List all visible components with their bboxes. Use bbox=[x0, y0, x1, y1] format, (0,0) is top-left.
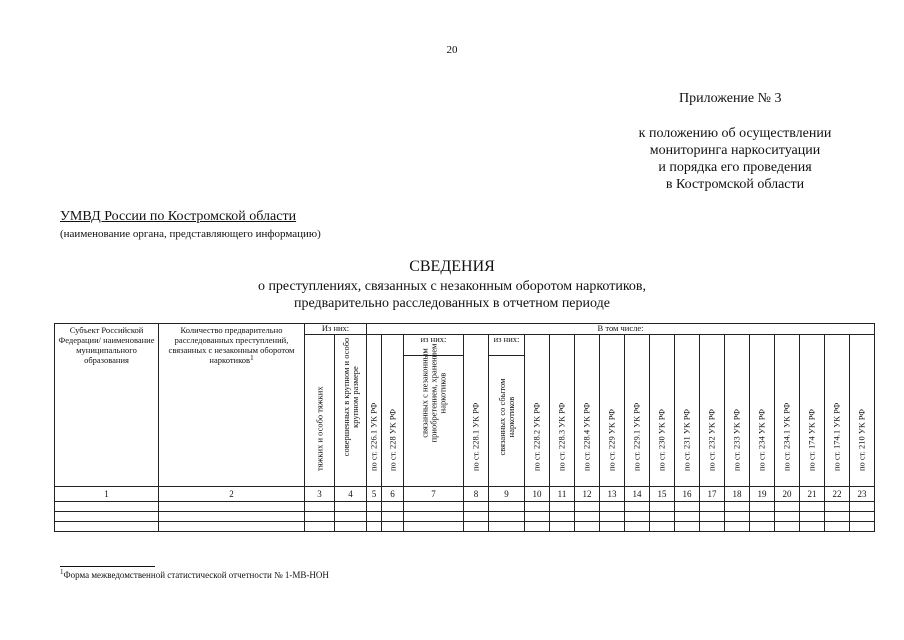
table-cell bbox=[800, 522, 825, 532]
table-cell bbox=[625, 512, 650, 522]
table-cell bbox=[382, 522, 404, 532]
table-cell bbox=[335, 502, 367, 512]
table-cell bbox=[700, 502, 725, 512]
column-number: 14 bbox=[625, 487, 650, 502]
page-number: 20 bbox=[446, 44, 458, 56]
column-number: 2 bbox=[159, 487, 305, 502]
header-total-count-text: Количество предварительно расследованных преступлений, связанных с незаконным оборотом наркотиков bbox=[168, 325, 295, 365]
header-col-14 bbox=[625, 335, 650, 487]
header-col-6-text: по ст. 228 УК РФ bbox=[387, 408, 397, 471]
table-cell bbox=[725, 502, 750, 512]
table-cell bbox=[850, 512, 875, 522]
table-cell bbox=[750, 522, 775, 532]
column-number: 9 bbox=[489, 487, 525, 502]
regulation-line: к положению об осуществлении bbox=[638, 126, 832, 141]
table-cell bbox=[550, 522, 575, 532]
column-number: 22 bbox=[825, 487, 850, 502]
subtitle-line: о преступлениях, связанных с незаконным оборотом наркотиков, bbox=[257, 279, 647, 294]
table-cell bbox=[55, 502, 159, 512]
table-cell bbox=[404, 502, 464, 512]
column-number: 20 bbox=[775, 487, 800, 502]
column-number: 23 bbox=[850, 487, 875, 502]
column-number: 12 bbox=[575, 487, 600, 502]
table-cell bbox=[305, 522, 335, 532]
table-cell bbox=[825, 522, 850, 532]
column-number: 19 bbox=[750, 487, 775, 502]
table-cell bbox=[550, 502, 575, 512]
table-cell bbox=[775, 502, 800, 512]
header-col-15 bbox=[650, 335, 675, 487]
table-cell bbox=[775, 522, 800, 532]
column-number: 5 bbox=[367, 487, 382, 502]
table-cell bbox=[675, 512, 700, 522]
column-number: 13 bbox=[600, 487, 625, 502]
table-row bbox=[55, 502, 875, 512]
header-col-11 bbox=[550, 335, 575, 487]
footnote-mark: 1 bbox=[250, 354, 254, 362]
header-col-23-text: по ст. 210 УК РФ bbox=[856, 408, 867, 471]
header-col-19-text: по ст. 234 УК РФ bbox=[756, 408, 767, 471]
table-cell bbox=[489, 502, 525, 512]
footnote bbox=[60, 570, 329, 580]
header-col-10 bbox=[525, 335, 550, 487]
table-cell bbox=[489, 522, 525, 532]
column-number: 17 bbox=[700, 487, 725, 502]
header-col-10-text: по ст. 228.2 УК РФ bbox=[531, 402, 542, 471]
table-cell bbox=[650, 502, 675, 512]
header-col-19 bbox=[750, 335, 775, 487]
table-cell bbox=[159, 522, 305, 532]
footnote-text: Форма межведомственной статистической отчетности № 1-МВ-НОН bbox=[63, 570, 329, 580]
header-col-4-text: совершенных в крупном и особо крупном размере bbox=[340, 337, 360, 456]
table-cell bbox=[800, 502, 825, 512]
table-cell bbox=[725, 512, 750, 522]
header-subject: Субъект Российской Федерации/ наименование муниципального образования bbox=[55, 324, 159, 487]
header-col-21-text: по ст. 174 УК РФ bbox=[806, 408, 817, 471]
regulation-line: в Костромской области bbox=[665, 177, 805, 192]
header-col-6 bbox=[382, 335, 404, 487]
table-cell bbox=[600, 512, 625, 522]
table-cell bbox=[625, 522, 650, 532]
table-cell bbox=[305, 502, 335, 512]
column-number: 21 bbox=[800, 487, 825, 502]
header-col-17 bbox=[700, 335, 725, 487]
column-number: 8 bbox=[464, 487, 489, 502]
table-cell bbox=[464, 522, 489, 532]
column-number: 15 bbox=[650, 487, 675, 502]
table-cell bbox=[825, 502, 850, 512]
table-cell bbox=[750, 512, 775, 522]
table-cell bbox=[775, 512, 800, 522]
header-col-14-text: по ст. 229.1 УК РФ bbox=[631, 402, 642, 471]
table-cell bbox=[700, 512, 725, 522]
column-number: 1 bbox=[55, 487, 159, 502]
table-cell bbox=[335, 522, 367, 532]
table-cell bbox=[367, 522, 382, 532]
table-cell bbox=[489, 512, 525, 522]
header-col-13-text: по ст. 229 УК РФ bbox=[606, 408, 617, 471]
header-col-23 bbox=[850, 335, 875, 487]
table-cell bbox=[404, 512, 464, 522]
table-cell bbox=[464, 502, 489, 512]
table-cell bbox=[725, 522, 750, 532]
header-col-18 bbox=[725, 335, 750, 487]
header-col-20 bbox=[775, 335, 800, 487]
table-cell bbox=[55, 522, 159, 532]
table-cell bbox=[700, 522, 725, 532]
table-cell bbox=[159, 502, 305, 512]
regulation-reference bbox=[600, 125, 870, 193]
header-col-9-text: связанных со сбытом наркотиков bbox=[496, 378, 516, 456]
table-cell bbox=[750, 502, 775, 512]
document-subtitle bbox=[0, 278, 904, 312]
table-row bbox=[55, 512, 875, 522]
column-number: 16 bbox=[675, 487, 700, 502]
table-cell bbox=[464, 512, 489, 522]
header-col-22-text: по ст. 174.1 УК РФ bbox=[831, 402, 842, 471]
table-cell bbox=[575, 522, 600, 532]
table-cell bbox=[600, 502, 625, 512]
regulation-line: и порядка его проведения bbox=[658, 160, 812, 175]
header-col-11-text: по ст. 228.3 УК РФ bbox=[556, 402, 567, 471]
header-col-3-text: тяжких и особо тяжких bbox=[314, 385, 324, 471]
table-row bbox=[55, 522, 875, 532]
header-of-them-small-2: из них: bbox=[489, 335, 525, 356]
table-cell bbox=[850, 522, 875, 532]
table-cell bbox=[650, 512, 675, 522]
column-number-row bbox=[55, 487, 875, 502]
header-of-them-small: из них: bbox=[404, 335, 464, 356]
table-cell bbox=[382, 502, 404, 512]
column-number: 18 bbox=[725, 487, 750, 502]
table-cell bbox=[675, 502, 700, 512]
header-col-22 bbox=[825, 335, 850, 487]
table-cell bbox=[525, 502, 550, 512]
header-including: В том числе: bbox=[367, 324, 875, 335]
table-cell bbox=[382, 512, 404, 522]
table-cell bbox=[825, 512, 850, 522]
table-cell bbox=[850, 502, 875, 512]
subtitle-line: предварительно расследованных в отчетном периоде bbox=[294, 296, 610, 311]
header-col-18-text: по ст. 233 УК РФ bbox=[731, 408, 742, 471]
table-cell bbox=[367, 512, 382, 522]
column-number: 11 bbox=[550, 487, 575, 502]
header-col-17-text: по ст. 232 УК РФ bbox=[706, 408, 717, 471]
table-cell bbox=[550, 512, 575, 522]
table-cell bbox=[525, 522, 550, 532]
table-cell bbox=[305, 512, 335, 522]
header-col-15-text: по ст. 230 УК РФ bbox=[656, 408, 667, 471]
table-cell bbox=[600, 522, 625, 532]
column-number: 7 bbox=[404, 487, 464, 502]
document-title: СВЕДЕНИЯ bbox=[409, 258, 495, 275]
column-number: 4 bbox=[335, 487, 367, 502]
header-col-7-text: связанных с незаконным приобретением, хранением наркотиков bbox=[419, 343, 447, 443]
column-number: 6 bbox=[382, 487, 404, 502]
table-cell bbox=[575, 512, 600, 522]
table-cell bbox=[55, 512, 159, 522]
appendix-label: Приложение № 3 bbox=[679, 91, 782, 106]
column-number: 3 bbox=[305, 487, 335, 502]
header-col-16 bbox=[675, 335, 700, 487]
header-col-7 bbox=[404, 343, 464, 487]
header-col-3 bbox=[305, 335, 335, 487]
header-col-9 bbox=[489, 356, 525, 487]
header-col-21 bbox=[800, 335, 825, 487]
table-cell bbox=[335, 512, 367, 522]
organization-name: УМВД России по Костромской области bbox=[60, 209, 297, 224]
header-total-count bbox=[159, 324, 305, 487]
header-col-20-text: по ст. 234.1 УК РФ bbox=[781, 402, 792, 471]
header-col-5-text: по ст. 226.1 УК РФ bbox=[368, 402, 379, 471]
header-col-4 bbox=[335, 335, 367, 487]
header-col-5 bbox=[367, 335, 382, 487]
table-cell bbox=[159, 512, 305, 522]
header-of-them: Из них: bbox=[305, 324, 367, 335]
table-cell bbox=[525, 512, 550, 522]
table-cell bbox=[367, 502, 382, 512]
header-col-8-text: по ст. 228.1 УК РФ bbox=[470, 402, 481, 471]
header-col-16-text: по ст. 231 УК РФ bbox=[681, 408, 692, 471]
table-cell bbox=[404, 522, 464, 532]
header-col-12 bbox=[575, 335, 600, 487]
table-cell bbox=[650, 522, 675, 532]
organization-caption: (наименование органа, представляющего информацию) bbox=[60, 228, 321, 240]
table-cell bbox=[800, 512, 825, 522]
table-cell bbox=[575, 502, 600, 512]
table-cell bbox=[675, 522, 700, 532]
report-table bbox=[54, 323, 875, 532]
column-number: 10 bbox=[525, 487, 550, 502]
regulation-line: мониторинга наркоситуации bbox=[649, 143, 821, 158]
header-col-12-text: по ст. 228.4 УК РФ bbox=[581, 402, 592, 471]
header-col-13 bbox=[600, 335, 625, 487]
footnote-divider bbox=[60, 566, 155, 567]
footnote-sup: 1 bbox=[60, 568, 64, 576]
table-cell bbox=[625, 502, 650, 512]
header-col-8 bbox=[464, 335, 489, 487]
